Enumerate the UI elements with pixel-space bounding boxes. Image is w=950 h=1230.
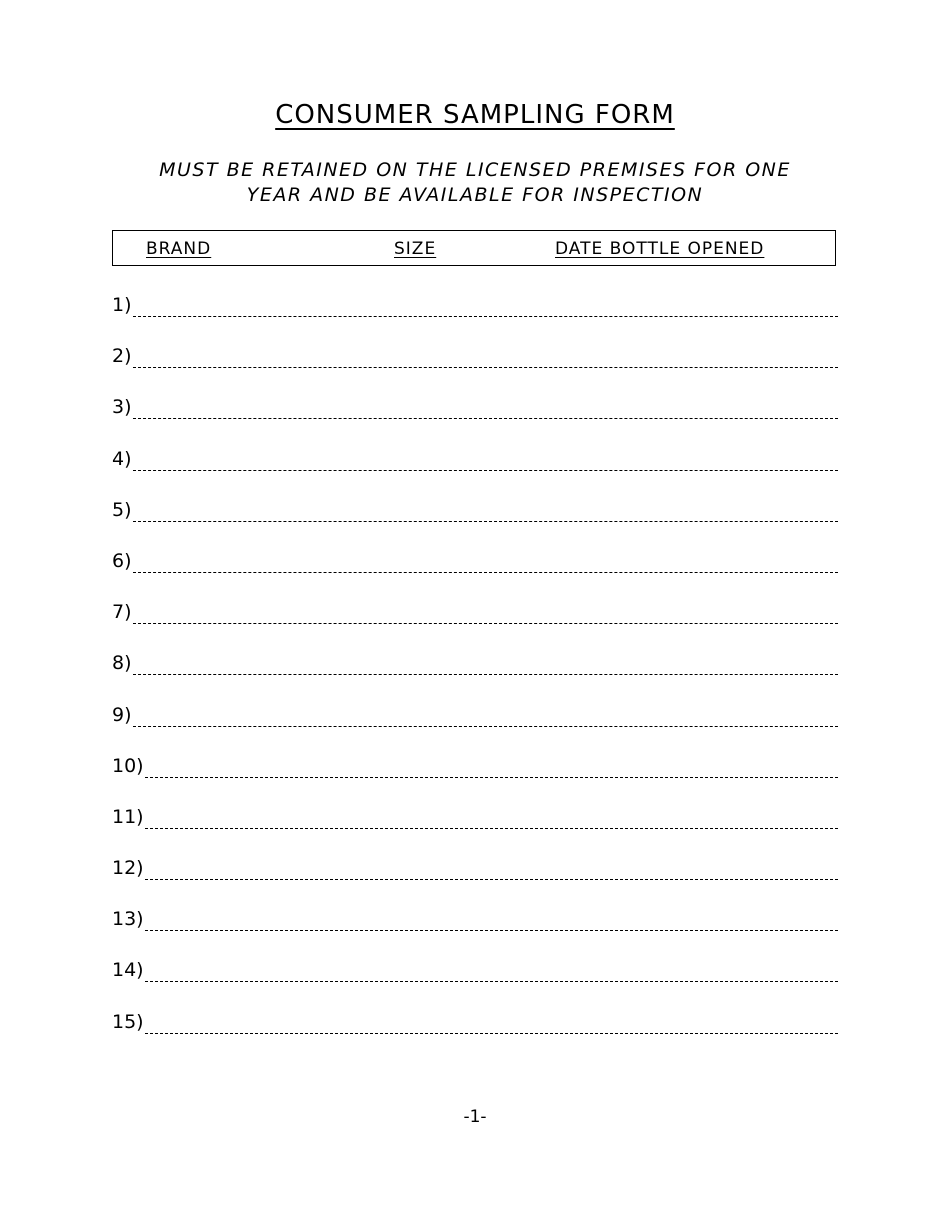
entry-number: 15)	[112, 1010, 144, 1033]
brand-column-header: BRAND	[146, 239, 212, 259]
entry-number: 2)	[112, 345, 132, 368]
entry-blank-line[interactable]	[133, 292, 838, 317]
entry-row	[112, 650, 838, 701]
entry-row	[112, 292, 838, 343]
entry-blank-line[interactable]	[145, 855, 838, 880]
entry-row	[112, 906, 838, 957]
entry-blank-line[interactable]	[133, 394, 838, 419]
entry-blank-line[interactable]	[133, 650, 838, 675]
retention-notice-line-1: MUST BE RETAINED ON THE LICENSED PREMISES FOR ONE	[159, 159, 791, 181]
entry-blank-line[interactable]	[145, 957, 838, 982]
entry-blank-line[interactable]	[133, 497, 838, 522]
entry-row	[112, 343, 838, 394]
entry-number: 8)	[112, 652, 132, 675]
entry-blank-line[interactable]	[133, 599, 838, 624]
entry-number: 5)	[112, 498, 132, 521]
date-opened-column-header: DATE BOTTLE OPENED	[555, 239, 765, 259]
size-column-header: SIZE	[394, 239, 437, 259]
entry-blank-line[interactable]	[133, 548, 838, 573]
entry-lines	[112, 292, 838, 1060]
retention-notice	[150, 158, 800, 208]
entry-blank-line[interactable]	[145, 1009, 838, 1034]
entry-row	[112, 855, 838, 906]
entry-row	[112, 702, 838, 753]
entry-blank-line[interactable]	[133, 702, 838, 727]
retention-notice-line-2: YEAR AND BE AVAILABLE FOR INSPECTION	[246, 184, 704, 206]
entry-row	[112, 497, 838, 548]
entry-number: 1)	[112, 294, 132, 316]
entry-row	[112, 1009, 838, 1060]
entry-number: 10)	[112, 754, 144, 777]
entry-row	[112, 548, 838, 599]
entry-blank-line[interactable]	[133, 446, 838, 471]
entry-number: 4)	[112, 447, 132, 470]
entry-number: 7)	[112, 601, 132, 624]
entry-number: 12)	[112, 857, 144, 880]
entry-number: 9)	[112, 703, 132, 726]
column-header-box	[112, 230, 836, 266]
entry-row	[112, 446, 838, 497]
entry-blank-line[interactable]	[133, 343, 838, 368]
entry-blank-line[interactable]	[145, 753, 838, 778]
entry-number: 14)	[112, 959, 144, 982]
entry-number: 13)	[112, 908, 144, 931]
entry-blank-line[interactable]	[145, 804, 838, 829]
entry-number: 11)	[112, 805, 144, 828]
entry-row	[112, 753, 838, 804]
entry-number: 3)	[112, 396, 132, 419]
entry-blank-line[interactable]	[145, 906, 838, 931]
entry-row	[112, 804, 838, 855]
page-title: CONSUMER SAMPLING FORM	[275, 100, 675, 130]
entry-row	[112, 394, 838, 445]
page-number: -1-	[463, 1107, 487, 1127]
entry-row	[112, 599, 838, 650]
entry-row	[112, 957, 838, 1008]
entry-number: 6)	[112, 549, 132, 572]
